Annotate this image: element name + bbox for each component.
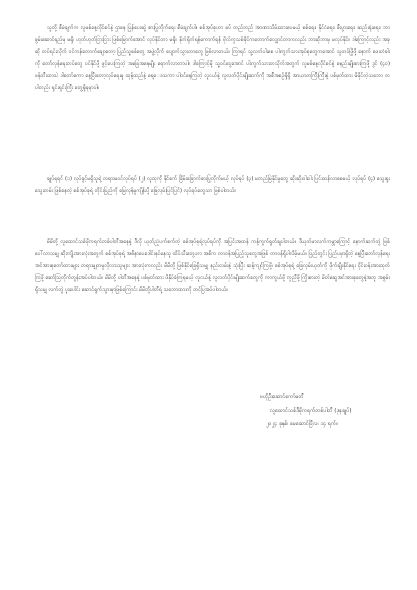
signature-party-name: လူထောင်သစ်ဒီမိုကရက်တစ်ပါတီ (ဒုနချုပ်) — [270, 407, 352, 414]
paragraph-2: ချုပ်ရရင် (၁) လုပ်ခွင့်မရှိသူရဲ့ တရားမဝင်လုပ်ရပ် (၂) လူထုကို နိုင်စက် ခြိမ်းခြောက်စားပြုတိုက်မယ့် လုပ်ရပ် (၃) မတည်မြဲနိုင်မှုတွေ ဆိုးဆိုးဝါးဝါး ပြင်းထန်လာစေမယ့် လုပ်ရပ် (၄) သွေးရူးသွေးတမ်း ဖြစ်နေတဲ့ စစ်အုပ်စုရဲ့ တိုင်းပြည်ကို မြေလှန်မှုကျိန်းပို့ ခြေလှမ်းပြင်ပြင်) လုပ်ရပ်တွေသာ ဖြစ်ပါတယ်။ — [35, 176, 390, 194]
signature-block — [260, 391, 400, 432]
paragraph-3: မိမိတို့ လူထောင်သစ်ဖိုကရက်တစ်ပါတီအနေနဲ့ ဒီလို ယုတ်ညံ့ပက်စက်တဲ့ စစ်အုပ်စုရဲ့လုပ်ရပ်ကို အပြင်းအထန် ကန့်ကွက်ရှုတ်ချပါတယ်။ ဒီယုတ်မာလက်ကမ္ဘာကြောင့် နောက်ဆက်တွဲ ဖြစ်ပေါ်လာသမျှ ဆိုးကျိုးအားလုံးအတွက် စစ်အုပ်စုရဲ့ အဓိနာပေဒေါင်းနင်နေသူ ထိပ်သီးတွေဟာ အစိက တာဝန်အပြည့်သူတွေအဖြစ် တာဝန်ရှိပါလိမ့်မယ်။ ပြည်တွင်း ပြည်ပမှာရှိတဲ့ နေ့ပြီးတော်လှန်ရေးအင်အားစုတော်ထားများ တရားမျှတမှုလိုလားသူများ အားလုံးကလည်း မိမိတို့ ဖြစ်နိုင်ခြေရှိသမျှ နည်းလမ်းနဲ့ သုံးပြီး ဆန့်ကျင်ကြဖို့၊ စစ်အုပ်စုရဲ့ ခြေလှမ်းယုတ်ကို ဖိုက်ချိုးနိုင်ရေး ဝိုင်းဝန်းအားထုတ်ကြဖို့ ဆော်ဩတိုက်တွန်းအပ်ပါတယ်။ မိမိတို့ ပါတီအနေနဲ့ ပစ်မှတ်ထား ဖိနှိပ်ခံကြရမယ့် လူငယ်နဲ့ လူလတ်ပိုင်းမျိုးဆက်တွေကို ကာကွယ်ဖို့ ကူညီဖို့ ကြိုးစားတဲ့ မိတ်ဆွေအင်အားစုတွေနဲ့အတူ အစွမ်းရှိသမျှ လက်တွဲ ပူးပေါင်း ဆောင်ရွက်သွားမှာဖြစ်ကြောင်း မိမိတို့ပါတီရဲ့ သဘောထားကို တင်ပြအပ်ပါတယ်။ — [35, 239, 390, 293]
signature-date: ၂၀၂၄ ခုနှစ်၊ မေဆောင်ပြီလ၊ ၁၄ ရက်။ — [266, 421, 338, 428]
signature-committee: ဗဟိုဦးဆောင်ကော်မတီ — [260, 394, 304, 400]
paragraph-1: သူတို့ စီမံချက်က လူမစ်နေ့လိုင်စင်နဲ့ ဌာနေ ပြန်ပေးဆွဲ စားပြုတိုက်ရေး စီမံချက်ပါ။ စစ်အုပ်စုဟာ ခပ် တည်တည် အာဏာသိမ်းထားပေမယ့် စစ်ရေး၊ နိုင်ငံရေး၊ စီးပွားရေး၊ ဆည်းရုံးရေး၊ ဘာ စွမ်းဆောင်ရည်မှ မရှိ၊ ဟုတ်ဟုတ်ငြားငြား ဖြစ်မြောက်အောင် လုပ်နိုင်တာ မရှိ။ နိုက်ရိုက်ရန်ကောက်ရန် ဗိုလ်ကူသစ်ခိုင်ကတောက်လျှောင်တာကလည်း ဘာဆိုဘာမှ မလုပ်နိုင်။ ဒါကြောင့်လည်း အခုဆို တပ်ရင်းလိုက် ဝင်ကန်တောက်ချောတော့ ပြည်သူ့စစ်တွေ အဖွဲ့လိုက် ပျောက်သွားတာတွေ ဖြစ်လာတယ်။ ကြာရင် သူ့လက်ပါးစေ ပါးကွက်သားအုပ်စုတွေကအောင် သူတပ်ဖြိုဖို့ နောက် ဖေးတံခါးကို တော်လှန်ရေးတပ်တွေ ဝင်နိုင်ဖို့ ဖွင့်ပေးကြတဲ့ အခြေအနေမျိုး ရောက်လာတာပါ။ ဒါကြောင့်မို့ သူ့ဝင်ငွေအောင် ပါးကွက်သားတသိုက်အတွက် လူမစ်နေ့လိုင်စင်နဲ့ စနည်းမျိုးစားကြဖို့ ဒွင် (၄၀) ဖန်တီးထားပဲ ဒါတော်ကော နေ့ပြီးတော့လုပ်ရေးမှု ထုန့်ထည်နဲ့ ရေ့ေဒသကာ ပါဝင်နေကြတဲ့ လူငယ်နဲ့ လူလတ်ပိုင်းမျိုးဆက်ကို အစီအစဉ်ရှိရှိ အာယာတကြီးကြီးနဲ့ ပစ်မှတ်ထား မိမိုင်တဲ့သဘော တပါတည်း ရှင်းရှင်းကြီး တွေ့ရှိရမှာပါ။ — [35, 25, 390, 91]
